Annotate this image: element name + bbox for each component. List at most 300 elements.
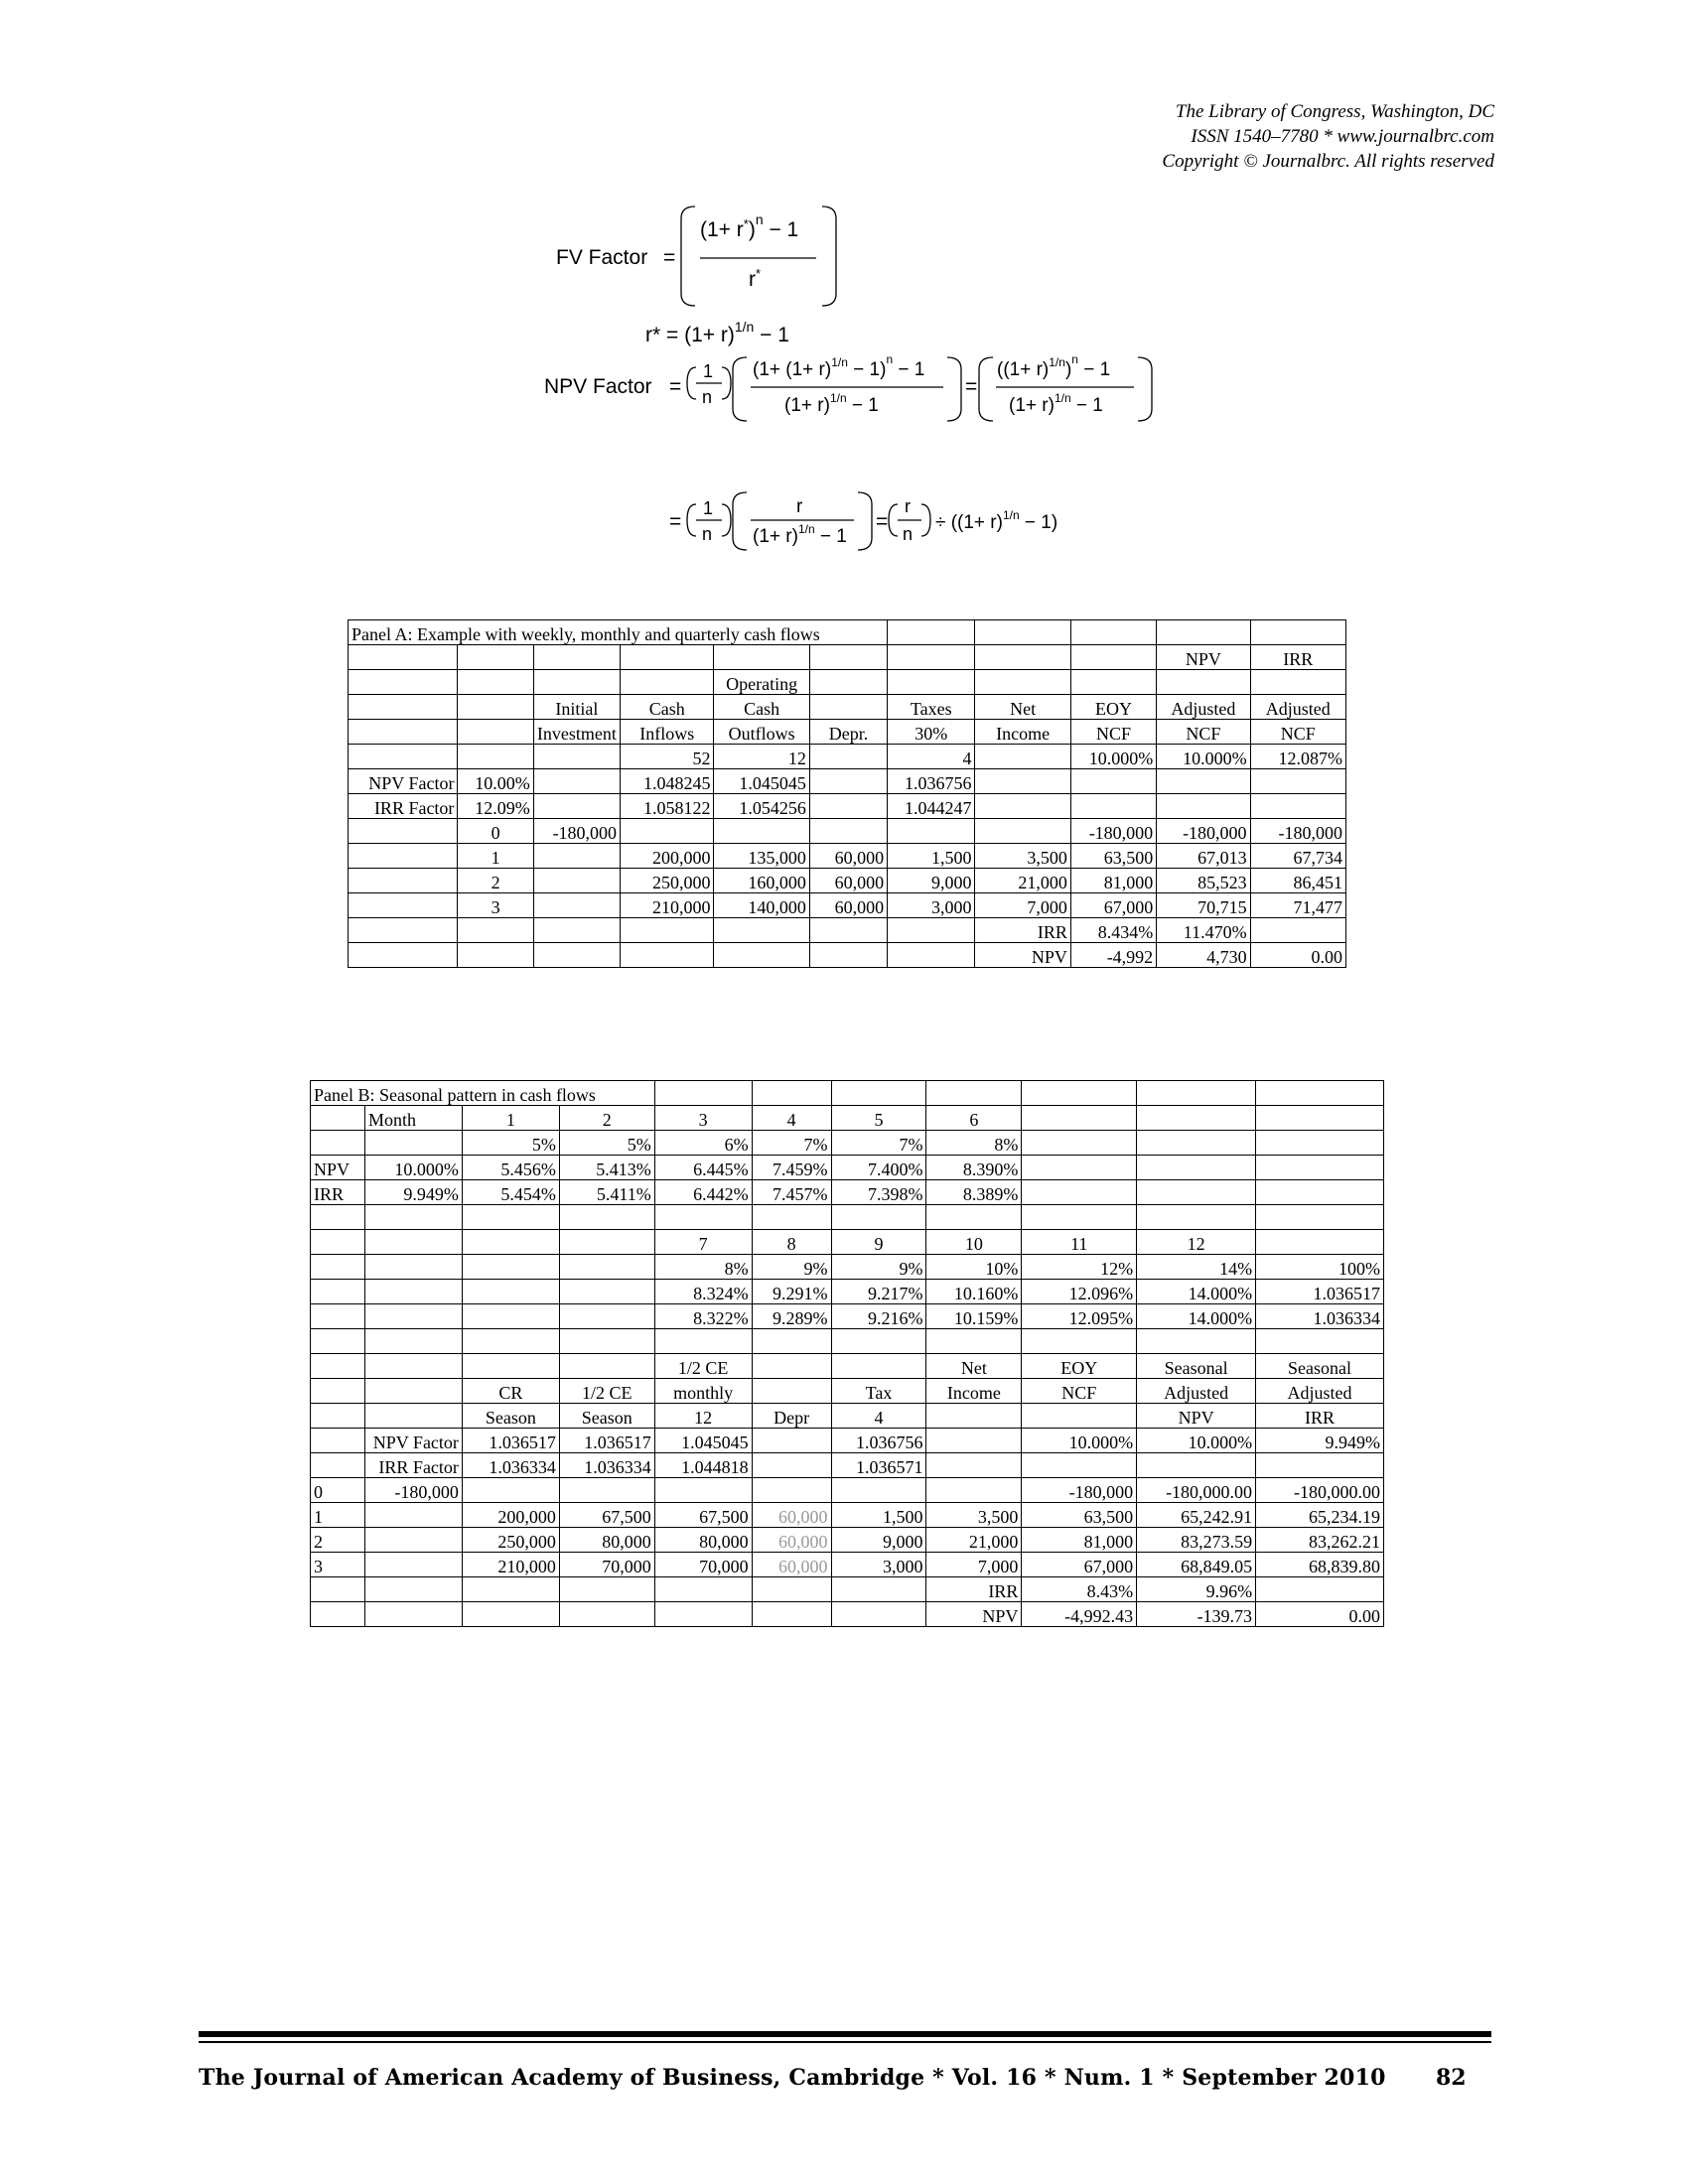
panel-title: Panel B: Seasonal pattern in cash flows [311,1081,655,1106]
table-cell: 1.036334 [462,1453,559,1478]
table-cell [311,1602,365,1627]
table-cell [462,1205,559,1230]
table-cell [1022,1329,1137,1354]
table-cell: 210,000 [462,1553,559,1577]
table-cell [1250,918,1345,943]
table-cell [1157,670,1250,695]
table-cell [364,1577,462,1602]
table-cell [462,1255,559,1280]
table-cell [888,670,975,695]
table-cell: 140,000 [714,893,809,918]
table-cell [364,1602,462,1627]
table-cell: 9,000 [888,869,975,893]
table-cell: 83,273.59 [1137,1528,1256,1553]
table-cell: 7,000 [926,1553,1022,1577]
table-cell [559,1329,654,1354]
table-cell [1070,794,1156,819]
table-cell [888,819,975,844]
table-cell [926,1478,1022,1503]
table-cell [1022,1131,1137,1156]
table-cell: 6 [926,1106,1022,1131]
table-cell [364,1553,462,1577]
table-cell [559,1255,654,1280]
table-cell: 21,000 [975,869,1070,893]
table-cell: 1.048245 [621,769,714,794]
table-cell: 11 [1022,1230,1137,1255]
table-cell: 14.000% [1137,1304,1256,1329]
table-cell: 210,000 [621,893,714,918]
table-cell [975,670,1070,695]
table-cell: -180,000 [1022,1478,1137,1503]
table-cell [1070,620,1156,645]
table-cell: 3 [458,893,533,918]
svg-text:=: = [663,246,676,269]
table-cell [311,1354,365,1379]
table-cell [831,1205,926,1230]
table-cell: EOY [1022,1354,1137,1379]
table-cell [809,769,887,794]
table-cell [809,745,887,769]
table-row [311,1156,1384,1180]
table-cell [809,670,887,695]
table-cell: 1.044247 [888,794,975,819]
table-cell [364,1280,462,1304]
table-cell [1022,1180,1137,1205]
table-row [349,670,1346,695]
table-cell [714,819,809,844]
table-cell: 6% [654,1131,752,1156]
table-cell: 14% [1137,1255,1256,1280]
table-cell [1256,1577,1384,1602]
table-cell: Tax [831,1379,926,1404]
table-cell [809,695,887,720]
svg-text:r* = (1+ r)1/n − 1: $r* = (1+ r)^{1/n} - 1$ [645,319,789,346]
table-cell [1250,670,1345,695]
table-cell: 7 [654,1230,752,1255]
table-cell: 5% [462,1131,559,1156]
table-cell: NCF [1022,1379,1137,1404]
table-cell: Seasonal [1137,1354,1256,1379]
table-cell [752,1329,831,1354]
svg-text:r*: r* [749,266,762,291]
table-cell [462,1478,559,1503]
svg-text:=: = [876,510,889,533]
table-cell: Month [364,1106,462,1131]
table-cell: -180,000 [1250,819,1345,844]
table-cell [926,1329,1022,1354]
table-cell [559,1577,654,1602]
table-cell [1022,1081,1137,1106]
table-cell [364,1379,462,1404]
table-cell: 1.058122 [621,794,714,819]
table-cell: 4 [831,1404,926,1429]
table-row [349,645,1346,670]
table-cell: NCF [1250,720,1345,745]
table-cell: 160,000 [714,869,809,893]
table-cell: 1,500 [888,844,975,869]
table-cell: 12.096% [1022,1280,1137,1304]
table-cell [559,1354,654,1379]
table-cell [888,645,975,670]
table-row [349,918,1346,943]
table-cell [752,1205,831,1230]
table-cell [809,645,887,670]
table-cell [654,1478,752,1503]
table-cell: 1 [462,1106,559,1131]
table-cell [752,1602,831,1627]
table-cell: 10.160% [926,1280,1022,1304]
table-cell: 10% [926,1255,1022,1280]
table-cell: NPV [311,1156,365,1180]
table-row [311,1503,1384,1528]
table-cell: 14.000% [1137,1280,1256,1304]
table-cell: 8.324% [654,1280,752,1304]
table-cell [349,645,458,670]
header-line-1: The Library of Congress, Washington, DC [1175,101,1494,122]
table-row [349,943,1346,968]
table-cell [752,1478,831,1503]
table-cell: 8.43% [1022,1577,1137,1602]
table-cell [559,1304,654,1329]
table-row [311,1404,1384,1429]
svg-text:r: r [905,496,911,516]
table-cell [752,1081,831,1106]
table-cell [831,1478,926,1503]
table-cell [533,918,620,943]
table-cell: 10.000% [1022,1429,1137,1453]
table-row [349,869,1346,893]
table-cell: 67,500 [559,1503,654,1528]
table-cell [1070,769,1156,794]
table-cell: 83,262.21 [1256,1528,1384,1553]
table-cell [975,794,1070,819]
svg-text:n: n [702,524,713,544]
table-cell [349,720,458,745]
table-cell [349,869,458,893]
table-cell: Income [975,720,1070,745]
table-cell: 6.445% [654,1156,752,1180]
table-row [349,794,1346,819]
table-cell [831,1577,926,1602]
table-cell [752,1354,831,1379]
table-cell: 7.459% [752,1156,831,1180]
table-row [311,1205,1384,1230]
table-cell: Seasonal [1256,1354,1384,1379]
panel-title: Panel A: Example with weekly, monthly and quarterly cash flows [349,620,888,645]
table-row [349,745,1346,769]
table-cell: -180,000 [364,1478,462,1503]
table-row [311,1280,1384,1304]
svg-text:r: r [796,496,803,517]
table-cell: Depr. [809,720,887,745]
table-cell: IRR [1256,1404,1384,1429]
table-cell [458,670,533,695]
table-cell [349,893,458,918]
table-cell: 1.054256 [714,794,809,819]
table-cell: Season [462,1404,559,1429]
table-cell [1256,1205,1384,1230]
table-cell [311,1106,365,1131]
table-cell [364,1205,462,1230]
footer-rule-thin [199,2041,1491,2043]
table-row [311,1528,1384,1553]
table-cell [752,1429,831,1453]
table-cell [752,1453,831,1478]
table-cell: Adjusted [1157,695,1250,720]
table-cell: 1.045045 [714,769,809,794]
table-cell [364,1131,462,1156]
table-cell: 21,000 [926,1528,1022,1553]
svg-text:((1+ r)1/n)n − 1: $((1+ r)^{1/n})^n - 1$ [997,352,1111,380]
table-cell: 7.400% [831,1156,926,1180]
table-cell: 1.045045 [654,1429,752,1453]
table-cell [1022,1205,1137,1230]
table-cell [975,620,1070,645]
table-cell: 4 [752,1106,831,1131]
table-cell [311,1329,365,1354]
table-cell [311,1131,365,1156]
table-cell [831,1081,926,1106]
table-cell: 12.09% [458,794,533,819]
table-cell: 12 [1137,1230,1256,1255]
table-cell: 12% [1022,1255,1137,1280]
table-cell [975,819,1070,844]
table-cell [364,1528,462,1553]
table-cell: 250,000 [621,869,714,893]
table-cell [462,1602,559,1627]
svg-text:1: 1 [703,498,714,518]
table-cell: 65,234.19 [1256,1503,1384,1528]
table-cell [714,918,809,943]
table-cell: 1/2 CE [559,1379,654,1404]
table-cell: 5.411% [559,1180,654,1205]
table-cell: 8% [926,1131,1022,1156]
table-cell [559,1478,654,1503]
table-cell [975,745,1070,769]
table-cell: 10.000% [1070,745,1156,769]
table-cell: 10.159% [926,1304,1022,1329]
table-cell: EOY [1070,695,1156,720]
table-cell [1022,1106,1137,1131]
table-cell [364,1255,462,1280]
table-cell [462,1230,559,1255]
table-cell [1137,1156,1256,1180]
table-cell: 60,000 [809,893,887,918]
table-cell: IRR [1250,645,1345,670]
table-cell: 2 [458,869,533,893]
svg-text:(1+ r)1/n − 1: $(1+ r)^{1/n} - 1$ [784,391,879,416]
table-cell [311,1304,365,1329]
table-cell: 0 [458,819,533,844]
table-cell [926,1453,1022,1478]
table-cell [888,918,975,943]
table-cell: 1,500 [831,1503,926,1528]
table-cell: Depr [752,1404,831,1429]
table-cell: 1.036517 [462,1429,559,1453]
table-cell [1256,1081,1384,1106]
table-cell: Operating [714,670,809,695]
table-cell [1137,1329,1256,1354]
table-cell: 3,000 [888,893,975,918]
table-cell [809,794,887,819]
table-row [311,1354,1384,1379]
table-cell: -4,992.43 [1022,1602,1137,1627]
table-cell [654,1081,752,1106]
table-cell: 67,734 [1250,844,1345,869]
table-cell: 60,000 [809,844,887,869]
table-cell [1137,1180,1256,1205]
table-cell [311,1577,365,1602]
table-cell [462,1354,559,1379]
table-cell [349,918,458,943]
table-cell: 135,000 [714,844,809,869]
table-cell: 100% [1256,1255,1384,1280]
table-cell: -4,992 [1070,943,1156,968]
table-cell [1137,1205,1256,1230]
table-cell: monthly [654,1379,752,1404]
table-cell [888,620,975,645]
table-cell: 67,000 [1070,893,1156,918]
table-cell: 60,000 [752,1528,831,1553]
table-cell: 71,477 [1250,893,1345,918]
table-row [311,1106,1384,1131]
table-cell [1250,794,1345,819]
table-cell: 81,000 [1070,869,1156,893]
table-cell [1070,670,1156,695]
table-cell [311,1404,365,1429]
table-row [311,1577,1384,1602]
table-cell: 10.000% [364,1156,462,1180]
table-cell [1256,1230,1384,1255]
table-cell: 9% [752,1255,831,1280]
table-cell: 9.949% [1256,1429,1384,1453]
table-cell: IRR [311,1180,365,1205]
table-cell [926,1404,1022,1429]
table-cell: 5 [831,1106,926,1131]
table-row [349,893,1346,918]
svg-text:(1+ r*)n − 1: $(1+ r^*)^n - 1$ [700,211,799,241]
table-cell: NPV Factor [349,769,458,794]
table-cell: 4 [888,745,975,769]
table-cell: 5% [559,1131,654,1156]
table-cell [975,769,1070,794]
table-cell [621,645,714,670]
table-cell [621,943,714,968]
table-cell [349,943,458,968]
table-cell [533,794,620,819]
table-title-row [311,1081,1384,1106]
table-cell: 200,000 [621,844,714,869]
table-cell [462,1280,559,1304]
npv-factor-label: NPV Factor [544,375,652,398]
table-cell [349,844,458,869]
table-cell: 200,000 [462,1503,559,1528]
table-cell: 9.949% [364,1180,462,1205]
table-cell [364,1404,462,1429]
table-cell: 1.036334 [559,1453,654,1478]
table-cell: 9 [831,1230,926,1255]
table-cell: 3,500 [975,844,1070,869]
page-number: 82 [1436,2065,1467,2091]
table-cell [714,645,809,670]
table-cell: 12 [714,745,809,769]
table-cell: 1.036756 [831,1429,926,1453]
table-row [311,1230,1384,1255]
table-cell [1137,1131,1256,1156]
table-cell: Net [975,695,1070,720]
table-cell [654,1205,752,1230]
table-cell: 9.216% [831,1304,926,1329]
panel-a-table [348,619,1346,968]
table-row [311,1429,1384,1453]
table-cell [533,645,620,670]
table-cell [533,893,620,918]
table-cell [1157,620,1250,645]
fv-factor-label: FV Factor [556,246,648,269]
table-cell: 0.00 [1256,1602,1384,1627]
table-cell: 2 [559,1106,654,1131]
table-cell [533,943,620,968]
table-cell: NPV [975,943,1070,968]
table-cell [533,769,620,794]
table-cell [311,1429,365,1453]
table-cell [621,918,714,943]
table-cell: 80,000 [559,1528,654,1553]
table-cell: Adjusted [1250,695,1345,720]
table-cell: -180,000 [1157,819,1250,844]
svg-text:(1+ (1+ r)1/n − 1)n − 1: $(1+ (1+ r)^{1/n} - 1)^n - 1$ [753,352,925,380]
table-cell [311,1230,365,1255]
table-cell: 1 [311,1503,365,1528]
table-cell: 8.322% [654,1304,752,1329]
table-cell: Investment [533,720,620,745]
table-cell: 5.413% [559,1156,654,1180]
table-row [311,1304,1384,1329]
table-cell: -180,000 [1070,819,1156,844]
table-cell: NPV [1157,645,1250,670]
table-cell: IRR [975,918,1070,943]
table-cell [311,1255,365,1280]
table-cell: -180,000.00 [1256,1478,1384,1503]
table-cell [975,645,1070,670]
table-cell: 9% [831,1255,926,1280]
table-cell: 8.434% [1070,918,1156,943]
table-cell [1137,1081,1256,1106]
table-row [311,1131,1384,1156]
table-cell [364,1329,462,1354]
table-cell: Season [559,1404,654,1429]
table-cell: 7.398% [831,1180,926,1205]
running-header [1162,99,1494,174]
table-cell [311,1379,365,1404]
table-cell: 1.044818 [654,1453,752,1478]
table-cell [1157,794,1250,819]
table-cell: Adjusted [1137,1379,1256,1404]
table-cell [364,1304,462,1329]
table-cell: 0.00 [1250,943,1345,968]
table-cell: 2 [311,1528,365,1553]
table-row [311,1478,1384,1503]
table-cell [831,1354,926,1379]
table-cell: 8.389% [926,1180,1022,1205]
table-cell [559,1280,654,1304]
table-cell [458,720,533,745]
table-cell: 5.454% [462,1180,559,1205]
table-cell [1137,1106,1256,1131]
table-cell: Initial [533,695,620,720]
table-cell: 0 [311,1478,365,1503]
table-cell [1256,1329,1384,1354]
